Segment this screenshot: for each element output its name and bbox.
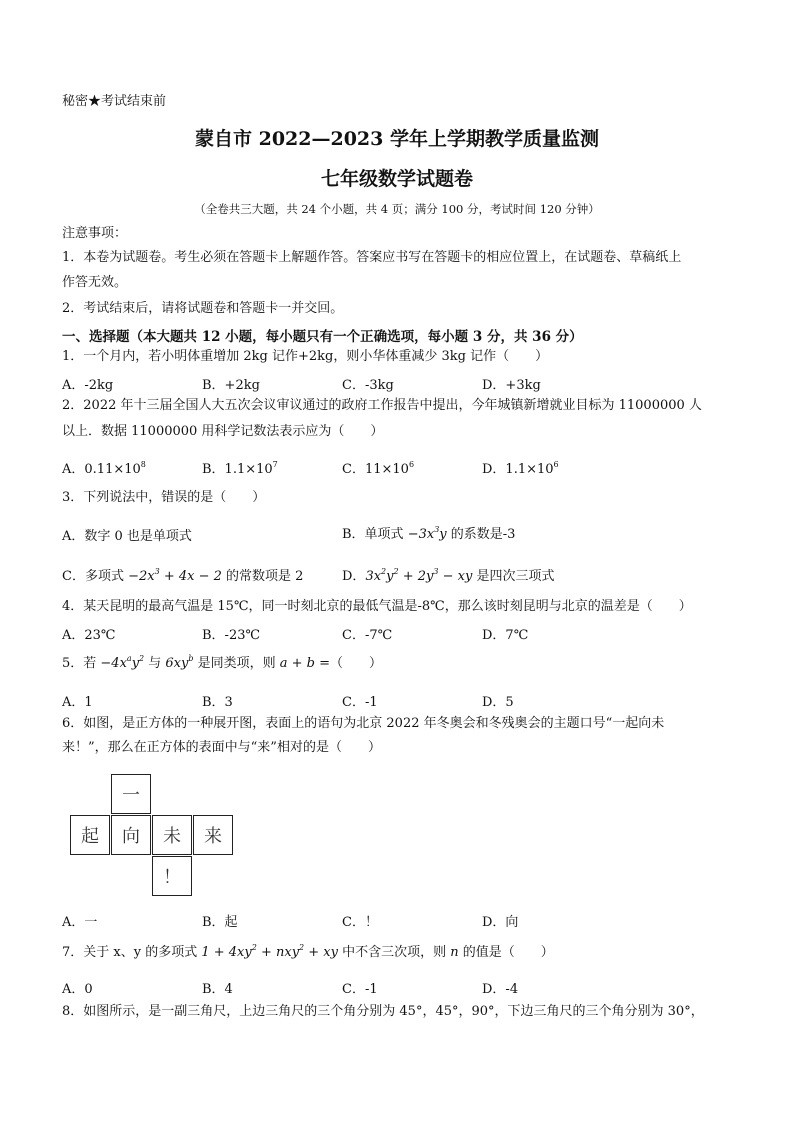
q4-option-a: A．23℃ (62, 628, 116, 643)
q4-option-b: B．-23℃ (202, 628, 261, 643)
q7-stem: 7．关于 x、y 的多项式 $1 + 4xy^2 + nxy^2$ + xy 中不含三次项，则 n 的值是（ ） (62, 943, 554, 960)
q2-option-b: B．$1.1\times 10^7$ (202, 460, 278, 477)
q5-stem: 5．若 $-4x^ay^2$ 与 $6xy^b$ 是同类项，则 a + b =（ ） (62, 654, 383, 671)
q4-option-d: D．7℃ (482, 628, 529, 643)
net-face-top: 一 (111, 774, 151, 814)
exam-title: 蒙自市 2022—2023 学年上学期教学质量监测 (195, 128, 599, 150)
q5-option-b: B．3 (202, 695, 233, 710)
q2-option-c: C．$11\times 10^6$ (342, 460, 415, 477)
net-face-2: 向 (111, 815, 151, 855)
q4-option-c: C．-7℃ (342, 628, 393, 643)
q1-option-a: A．-2kg (62, 378, 114, 393)
q3-option-d: D．$3x^2y^2 + 2y^3$ − xy 是四次三项式 (342, 567, 555, 584)
net-face-3: 未 (152, 815, 192, 855)
q2-stem-cont: 以上．数据 11000000 用科学记数法表示应为（ ） (62, 424, 384, 439)
q6-option-b: B．起 (202, 915, 238, 930)
exam-info: （全卷共三大题，共 24 个小题，共 4 页；满分 100 分，考试时间 120 分钟） (194, 202, 600, 216)
q6-option-a: A．一 (62, 915, 98, 930)
q7-option-d: D．-4 (482, 982, 519, 997)
q1-option-d: D．+3kg (482, 378, 541, 393)
q1-option-b: B．+2kg (202, 378, 260, 393)
q2-stem: 2．2022 年十三届全国人大五次会议审议通过的政府工作报告中提出，今年城镇新增就业目标为 11000000 人 (62, 398, 702, 413)
net-face-4: 来 (193, 815, 233, 855)
section-1-heading: 一、选择题（本大题共 12 小题，每小题只有一个正确选项，每小题 3 分，共 36 分） (62, 329, 583, 345)
q1-stem: 1．一个月内，若小明体重增加 2kg 记作+2kg，则小华体重减少 3kg 记作（ ） (62, 349, 549, 364)
q8-stem: 8．如图所示，是一副三角尺，上边三角尺的三个角分别为 45°，45°，90°，下边三角尺的三个角分别为 30°， (62, 1004, 704, 1019)
q7-option-b: B．4 (202, 982, 233, 997)
q2-option-d: D．$1.1\times 10^6$ (482, 460, 559, 477)
q6-stem-cont: 来！”，那么在正方体的表面中与“来”相对的是（ ） (62, 740, 381, 755)
q2-option-a: A．$0.11\times 10^8$ (62, 460, 146, 477)
notes-item-1: 1．本卷为试题卷。考生必须在答题卡上解题作答。答案应书写在答题卡的相应位置上，在试题卷、草稿纸上 (62, 250, 682, 265)
q7-option-c: C．-1 (342, 982, 378, 997)
secret-label: 秘密★考试结束前 (62, 94, 167, 109)
q7-option-a: A．0 (62, 982, 93, 997)
net-face-1: 起 (70, 815, 110, 855)
q5-option-c: C．-1 (342, 695, 378, 710)
q6-option-c: C．！ (342, 915, 378, 930)
q5-option-d: D．5 (482, 695, 514, 710)
q6-stem: 6．如图，是正方体的一种展开图，表面上的语句为北京 2022 年冬奥会和冬残奥会的主题口号“一起向未 (62, 716, 665, 731)
notes-item-2: 2．考试结束后，请将试题卷和答题卡一并交回。 (62, 301, 344, 316)
notes-heading: 注意事项： (62, 226, 128, 241)
q3-option-c: C．多项式 $-2x^3 + 4x - 2$ 的常数项是 2 (62, 567, 304, 584)
net-face-bottom: ！ (152, 856, 192, 896)
q1-option-c: C．-3kg (342, 378, 394, 393)
exam-subtitle: 七年级数学试题卷 (320, 168, 473, 190)
q3-stem: 3．下列说法中，错误的是（ ） (62, 490, 266, 505)
notes-item-1-cont: 作答无效。 (62, 275, 128, 290)
q4-stem: 4．某天昆明的最高气温是 15℃，同一时刻北京的最低气温是-8℃，那么该时刻昆明与北京的温差是（ ） (62, 599, 692, 614)
q3-option-b: B．单项式 $-3x^3y$ 的系数是-3 (342, 525, 516, 542)
q3-option-a: A．数字 0 也是单项式 (62, 529, 192, 544)
q6-option-d: D．向 (482, 915, 519, 930)
q5-option-a: A．1 (62, 695, 93, 710)
